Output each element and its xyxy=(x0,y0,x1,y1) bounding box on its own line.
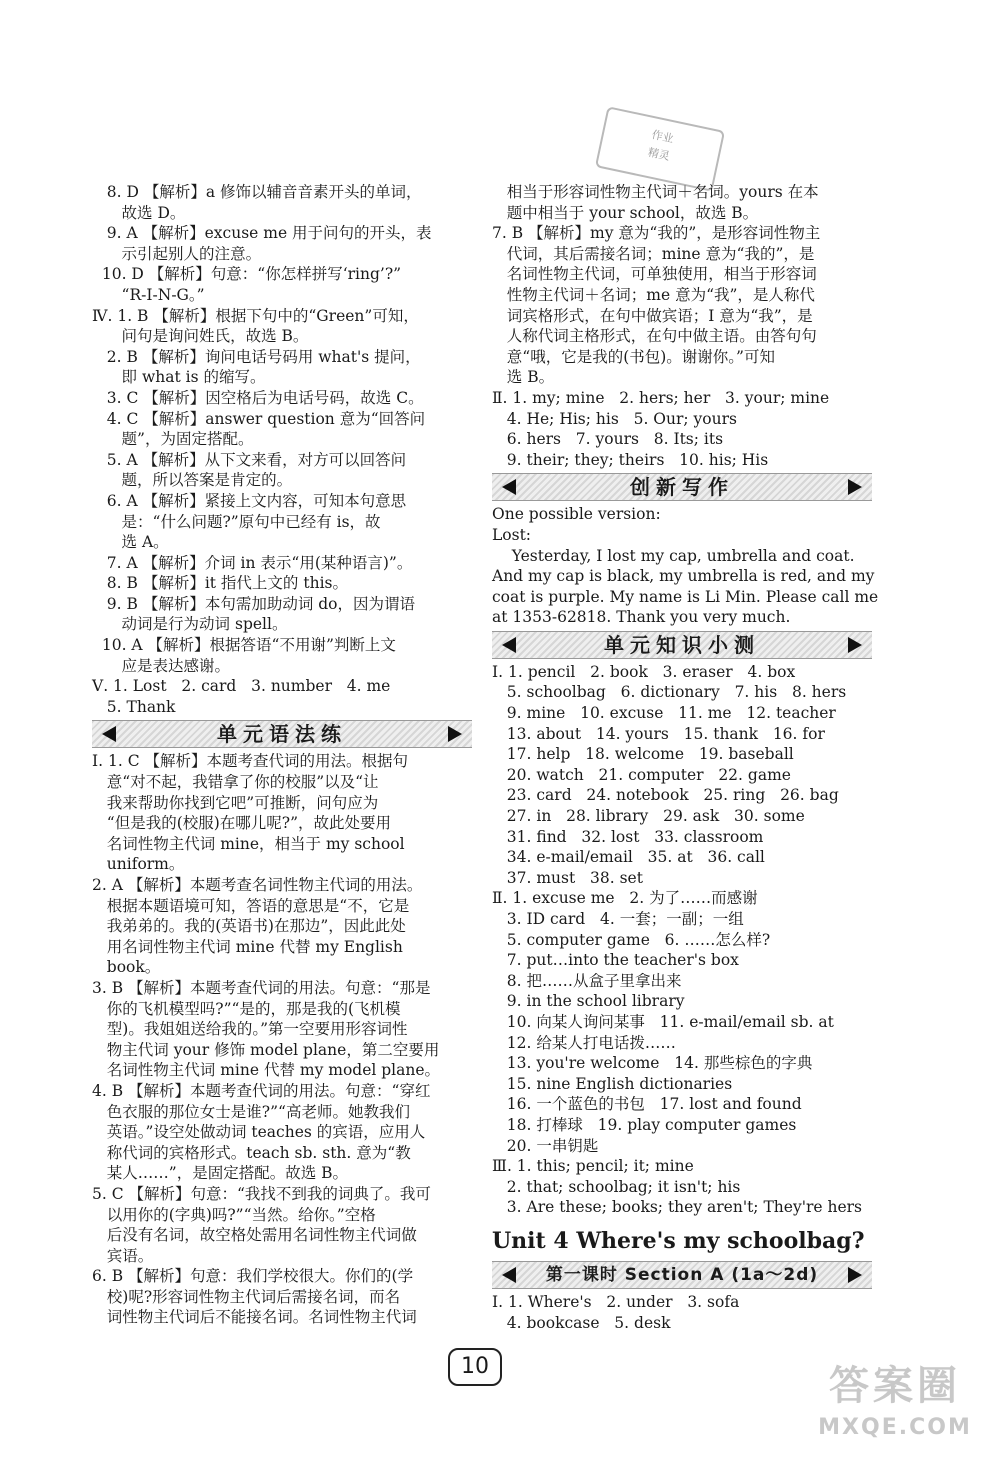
answer-line: 13. you're welcome 14. 那些棕色的字典 xyxy=(492,1054,813,1073)
banner-section-title: 第一课时 Section A (1a～2d) xyxy=(545,1264,819,1285)
answer-line: 宾语。 xyxy=(92,1246,154,1265)
answer-line: 你的飞机模型吗?”“是的，那是我的(飞机模 xyxy=(92,999,401,1018)
answer-line: 6. A 【解析】紧接上文内容，可知本句意思 xyxy=(92,491,407,510)
answer-line: uniform。 xyxy=(92,855,185,874)
answer-line: 人称代词主格形式，在句中做主语。由答句句 xyxy=(492,327,817,346)
answer-line: 4. B 【解析】本题考查代词的用法。句意：“穿红 xyxy=(92,1081,431,1100)
answer-line: 选 A。 xyxy=(92,533,169,552)
answer-line: 9. in the school library xyxy=(492,992,685,1011)
answer-line: 5. schoolbag 6. dictionary 7. his 8. hers xyxy=(492,683,847,702)
answer-line: 2. A 【解析】本题考查名词性物主代词的用法。 xyxy=(92,876,423,894)
answer-line: 3. Are these; books; they aren't; They're hers xyxy=(492,1198,862,1217)
answer-line: 名词性物主代词，可单独使用，相当于形容词 xyxy=(492,265,817,284)
answer-line: 27. in 28. library 29. ask 30. some xyxy=(492,807,805,826)
page-number: 10 xyxy=(448,1348,502,1386)
watermark-url: MXQE.COM xyxy=(818,1415,972,1440)
answer-line: 13. about 14. yours 15. thank 16. for xyxy=(492,724,825,743)
answer-line: 3. C 【解析】因空格后为电话号码，故选 C。 xyxy=(92,388,424,407)
banner-test-title: 单元知识小测 xyxy=(604,632,760,657)
answer-line: 20. 一串钥匙 xyxy=(492,1136,599,1155)
answer-line: 3. B 【解析】本题考查代词的用法。句意：“那是 xyxy=(92,978,431,997)
unit-title: Unit 4 Where's my schoolbag? xyxy=(492,1227,865,1254)
answer-line: 5. C 【解析】句意：“我找不到我的词典了。我可 xyxy=(92,1184,431,1203)
answer-line: And my cap is black, my umbrella is red, and my xyxy=(492,567,875,586)
answer-line: 物主代词 your 修饰 model plane，第二空要用 xyxy=(92,1040,440,1059)
answer-line: 7. put…into the teacher's box xyxy=(492,951,739,970)
arrow-right-icon xyxy=(848,637,862,653)
answer-line: 动词是行为动词 spell。 xyxy=(92,615,288,634)
answer-line: Ⅲ. 1. this; pencil; it; mine xyxy=(492,1157,694,1176)
answer-line: Ⅳ. 1. B 【解析】根据下句中的“Green”可知， xyxy=(92,306,419,325)
answer-line: 题，所以答案是肯定的。 xyxy=(92,471,293,490)
answer-line: 10. 向某人询问某事 11. e-mail/email sb. at xyxy=(492,1012,834,1031)
answer-line: 选 B。 xyxy=(492,368,555,387)
answer-line: 问句是询问姓氏，故选 B。 xyxy=(92,327,309,346)
answer-line: 型)。我姐姐送给我的。”第一空要用形容词性 xyxy=(92,1020,408,1039)
answer-line: 12. 给某人打电话拨…… xyxy=(492,1033,676,1052)
right-column xyxy=(492,182,879,1333)
watermark-text: 答案圈 xyxy=(829,1363,961,1409)
answer-line: 故选 D。 xyxy=(92,203,186,222)
answer-line: Lost: xyxy=(492,525,532,544)
arrow-left-icon xyxy=(502,479,516,495)
answer-line: 5. A 【解析】从下文来看，对方可以回答问 xyxy=(92,450,407,469)
answer-line: 用名词性物主代词 mine 代替 my English xyxy=(92,937,403,956)
arrow-left-icon xyxy=(102,726,116,742)
answer-line: 9. B 【解析】本句需加助动词 do，因为谓语 xyxy=(92,594,415,613)
answer-line: Ⅱ. 1. my; mine 2. hers; her 3. your; mine xyxy=(492,388,830,407)
answer-line: 后没有名词，故空格处需用名词性物主代词做 xyxy=(92,1226,417,1245)
answer-line: One possible version: xyxy=(492,505,661,524)
answer-line: 4. He; His; his 5. Our; yours xyxy=(492,409,737,428)
watermark-logo xyxy=(810,1358,980,1453)
answer-line: 意“对不起，我错拿了你的校服”以及“让 xyxy=(92,773,379,792)
stamp-line-1: 作业 xyxy=(650,128,675,146)
answer-line: 4. bookcase 5. desk xyxy=(492,1313,671,1332)
banner-grammar-title: 单元语法练 xyxy=(217,722,347,747)
answer-line: 15. nine English dictionaries xyxy=(492,1074,733,1093)
answer-line: 7. B 【解析】my 意为“我的”，是形容词性物主 xyxy=(492,224,821,243)
answer-line: 是：“什么问题?”原句中已经有 is，故 xyxy=(92,512,381,531)
answer-line: Ⅰ. 1. pencil 2. book 3. eraser 4. box xyxy=(492,662,796,681)
answer-line: “但是我的(校服)在哪儿呢?”，故此处要用 xyxy=(92,814,392,833)
answer-line: book。 xyxy=(92,958,161,977)
answer-line: 即 what is 的缩写。 xyxy=(92,368,266,387)
answer-line: 17. help 18. welcome 19. baseball xyxy=(492,745,794,764)
answer-line: 6. B 【解析】句意：我们学校很大。你们的(学 xyxy=(92,1267,414,1286)
left-column xyxy=(92,182,472,1328)
arrow-right-icon xyxy=(848,479,862,495)
answer-line: “R-I-N-G。” xyxy=(92,285,205,304)
answer-line: 意“哦，它是我的(书包)。谢谢你。”可知 xyxy=(492,347,775,366)
stamp-line-2: 精灵 xyxy=(646,145,671,164)
corner-stamp xyxy=(595,106,725,192)
answer-line: 我来帮助你找到它吧”可推断，问句应为 xyxy=(92,793,379,812)
banner-writing-title: 创新写作 xyxy=(630,475,734,500)
answer-line: 称代词的宾格形式。teach sb. sth. 意为“教 xyxy=(92,1143,411,1162)
answer-line: 英语。”设空处做动词 teaches 的宾语，应用人 xyxy=(92,1123,426,1142)
answer-line: 根据本题语境可知，答语的意思是“不，它是 xyxy=(92,896,410,915)
answer-line: 31. find 32. lost 33. classroom xyxy=(492,827,764,846)
answer-line: 8. 把……从盒子里拿出来 xyxy=(492,971,682,990)
answer-line: 代词，其后需接名词；mine 意为“我的”，是 xyxy=(492,244,815,263)
answer-line: 8. B 【解析】it 指代上文的 this。 xyxy=(92,574,348,593)
answer-line: 词性物主代词后不能接名词。名词性物主代词 xyxy=(92,1308,417,1327)
answer-line: 名词性物主代词 mine 代替 my model plane。 xyxy=(92,1061,441,1080)
answer-line: 6. hers 7. yours 8. Its; its xyxy=(492,430,724,449)
answer-line: coat is purple. My name is Li Min. Please call me xyxy=(492,587,879,606)
answer-line: 示引起别人的注意。 xyxy=(92,244,262,263)
answer-line: 10. A 【解析】根据答语“不用谢”判断上文 xyxy=(92,636,396,655)
answer-line: 7. A 【解析】介词 in 表示“用(某种语言)”。 xyxy=(92,553,413,572)
answer-line: 5. Thank xyxy=(92,697,176,716)
answer-line: 应是表达感谢。 xyxy=(92,656,231,675)
answer-line: 5. computer game 6. ……怎么样? xyxy=(492,930,771,949)
answer-line: 3. ID card 4. 一套；一副；一组 xyxy=(492,910,744,928)
answer-line: 16. 一个蓝色的书包 17. lost and found xyxy=(492,1095,802,1114)
answer-line: 题”，为固定搭配。 xyxy=(92,430,254,449)
answer-line: 9. A 【解析】excuse me 用于问句的开头，表 xyxy=(92,224,432,243)
answer-line: 23. card 24. notebook 25. ring 26. bag xyxy=(492,786,839,805)
answer-line: Ⅰ. 1. Where's 2. under 3. sofa xyxy=(492,1292,740,1311)
answer-line: 34. e-mail/email 35. at 36. call xyxy=(492,848,765,867)
answer-line: 题中相当于 your school，故选 B。 xyxy=(492,203,759,222)
answer-line: 9. mine 10. excuse 11. me 12. teacher xyxy=(492,704,836,723)
answer-line: 相当于形容词性物主代词＋名词。yours 在本 xyxy=(492,183,819,201)
answer-line: 20. watch 21. computer 22. game xyxy=(492,765,791,784)
answer-line: 校)呢?形容词性物主代词后需接名词，而名 xyxy=(92,1287,401,1306)
answer-line: 我弟弟的。我的(英语书)在那边”，因此此处 xyxy=(92,917,406,936)
banner-writing xyxy=(492,473,872,501)
banner-section xyxy=(492,1261,872,1289)
answer-line: 9. their; they; theirs 10. his; His xyxy=(492,450,769,469)
arrow-right-icon xyxy=(848,1267,862,1283)
answer-line: 37. must 38. set xyxy=(492,868,643,887)
answer-line: Yesterday, I lost my cap, umbrella and coat. xyxy=(492,546,855,565)
banner-test xyxy=(492,631,872,659)
answer-line: 2. B 【解析】询问电话号码用 what's 提问， xyxy=(92,347,421,366)
answer-line: 色衣服的那位女士是谁?”“高老师。她教我们 xyxy=(92,1102,410,1121)
arrow-left-icon xyxy=(502,637,516,653)
answer-line: 词宾格形式，在句中做宾语；I 意为“我”，是 xyxy=(492,306,813,325)
answer-line: 10. D 【解析】句意：“你怎样拼写‘ring’?” xyxy=(92,265,402,284)
banner-grammar xyxy=(92,720,472,748)
answer-line: at 1353-62818. Thank you very much. xyxy=(492,608,791,627)
answer-line: 2. that; schoolbag; it isn't; his xyxy=(492,1177,741,1196)
answer-line: Ⅱ. 1. excuse me 2. 为了……而感谢 xyxy=(492,889,758,908)
answer-line: 18. 打棒球 19. play computer games xyxy=(492,1115,797,1134)
answer-line: 4. C 【解析】answer question 意为“回答问 xyxy=(92,409,426,428)
arrow-right-icon xyxy=(448,726,462,742)
answer-line: 8. D 【解析】a 修饰以辅音音素开头的单词， xyxy=(92,183,422,201)
arrow-left-icon xyxy=(502,1267,516,1283)
answer-line: 某人……”，是固定搭配。故选 B。 xyxy=(92,1164,349,1183)
answer-line: 名词性物主代词 mine，相当于 my school xyxy=(92,834,405,853)
answer-line: Ⅰ. 1. C 【解析】本题考查代词的用法。根据句 xyxy=(92,752,408,771)
answer-line: 以用你的(字典)吗?”“当然。给你。”空格 xyxy=(92,1205,376,1224)
answer-line: Ⅴ. 1. Lost 2. card 3. number 4. me xyxy=(92,677,391,696)
answer-line: 性物主代词＋名词；me 意为“我”，是人称代 xyxy=(492,285,815,304)
